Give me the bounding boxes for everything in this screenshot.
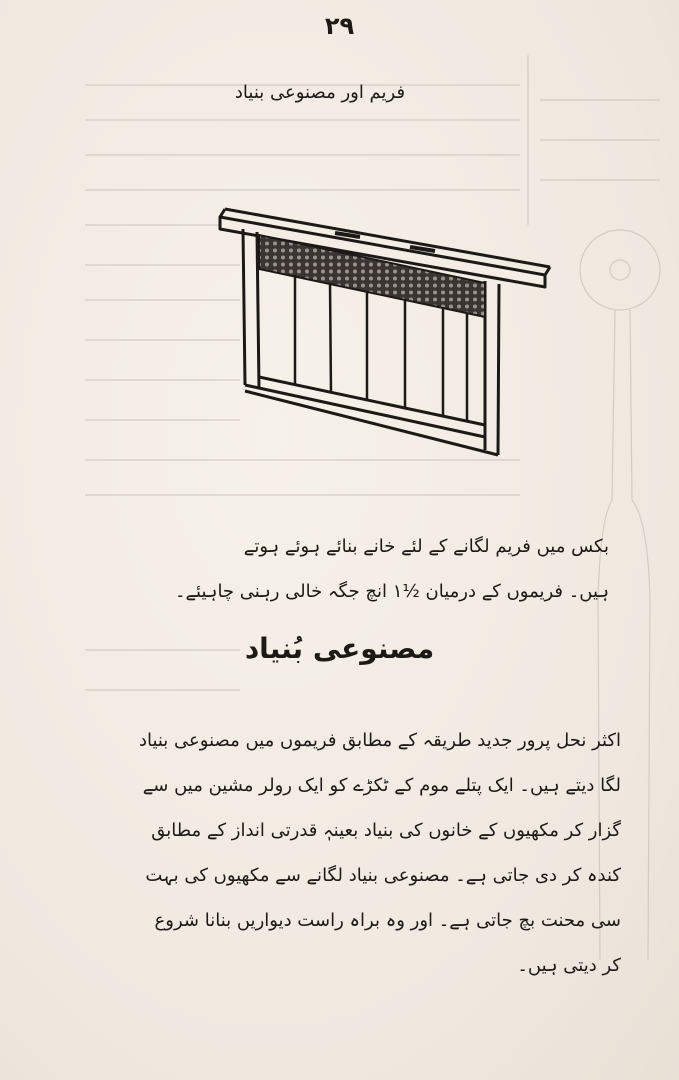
section-heading: مصنوعی بُنیاد: [244, 632, 435, 665]
paragraph-2-line-2: لگا دیتے ہیں۔ ایک پتلے موم کے ٹکڑے کو ایک رولر مشین میں سے: [142, 775, 621, 796]
paragraph-1-line-1: بکس میں فریم لگانے کے لئے خانے بنائے ہوئے ہوتے: [243, 536, 609, 557]
paragraph-2-line-3: گزار کر مکھیوں کے خانوں کی بنیاد بعینہٖ قدرتی انداز کے مطابق: [151, 820, 621, 841]
paragraph-2-line-5: سی محنت بچ جاتی ہے۔ اور وہ براہ راست دیواریں بنانا شروع: [154, 910, 621, 931]
beehive-frame-illustration: [215, 205, 555, 465]
paragraph-2-line-4: کندہ کر دی جاتی ہے۔ مصنوعی بنیاد لگانے سے مکھیوں کی بہت: [145, 865, 621, 886]
figure-caption: فریم اور مصنوعی بنیاد: [234, 82, 406, 103]
paragraph-1-line-2: ہیں۔ فریموں کے درمیان ½۱ انچ جگہ خالی رہنی چاہیئے۔: [174, 581, 609, 602]
page-number: ۲۹: [324, 12, 355, 40]
paragraph-2-line-1: اکثر نحل پرور جدید طریقہ کے مطابق فریموں میں مصنوعی بنیاد: [138, 730, 621, 751]
paragraph-2-line-6: کر دیتی ہیں۔: [517, 955, 621, 976]
